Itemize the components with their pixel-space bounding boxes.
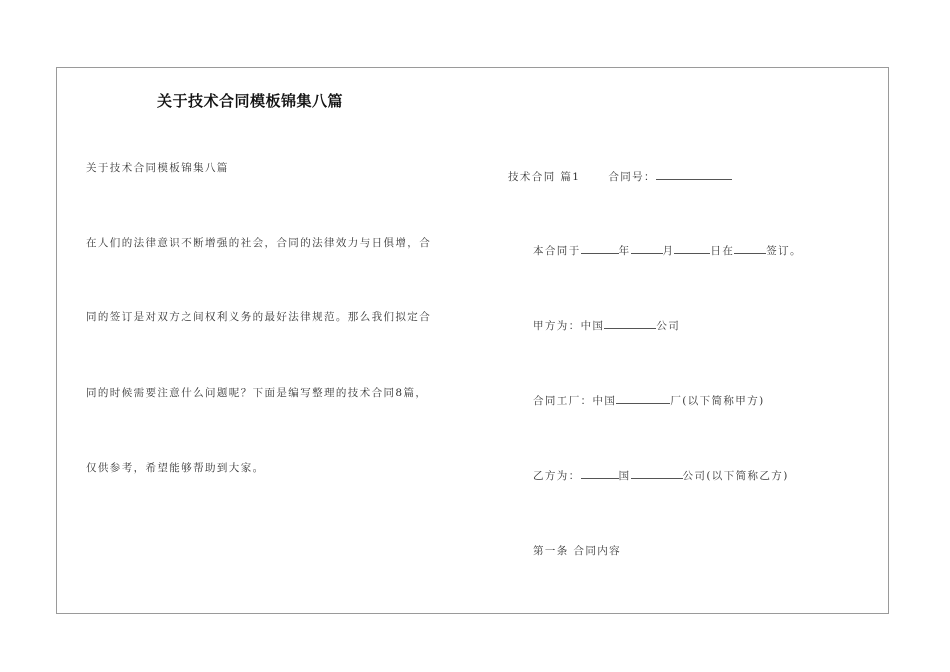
paragraph-line: 在人们的法律意识不断增强的社会，合同的法律效力与日俱增，合 <box>86 237 432 249</box>
paragraph-line: 仅供参考，希望能够帮助到大家。 <box>86 462 265 474</box>
party-b-line: 乙方为： 国 公司(以下简称乙方) <box>533 470 789 482</box>
factory-line: 合同工厂：中国 厂(以下简称甲方) <box>533 395 765 407</box>
party-a-blank <box>604 318 656 329</box>
paragraph-line: 同的时候需要注意什么问题呢？下面是编写整理的技术合同8篇， <box>86 387 428 399</box>
day-blank <box>674 243 710 254</box>
factory-blank <box>616 393 670 404</box>
party-b-country-blank <box>581 468 619 479</box>
year-blank <box>581 243 619 254</box>
place-blank <box>734 243 766 254</box>
party-a-line: 甲方为：中国 公司 <box>533 320 681 332</box>
paragraph-line: 同的签订是对双方之间权利义务的最好法律规范。那么我们拟定合 <box>86 311 432 323</box>
party-b-company-blank <box>631 468 683 479</box>
section-label: 技术合同 篇1 <box>508 171 581 183</box>
document-title: 关于技术合同模板锦集八篇 <box>157 92 344 110</box>
signing-date-line: 本合同于 年 月 日在 签订。 <box>533 245 802 257</box>
subtitle: 关于技术合同模板锦集八篇 <box>86 162 229 174</box>
page-frame <box>56 67 889 614</box>
contract-number-blank <box>656 169 732 180</box>
contract-number-label: 合同号： <box>608 171 656 183</box>
article-1-heading: 第一条 合同内容 <box>533 545 622 557</box>
month-blank <box>631 243 663 254</box>
contract-header-line <box>508 169 732 184</box>
